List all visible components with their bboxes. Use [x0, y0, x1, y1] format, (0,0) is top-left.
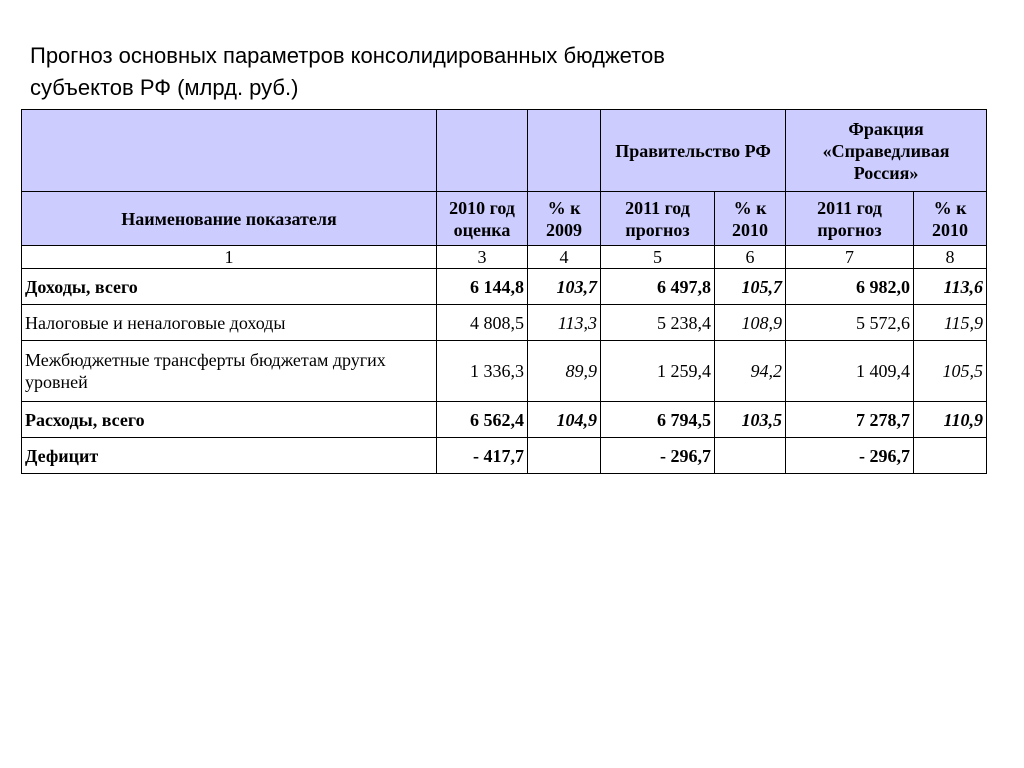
percent-cell: 113,3 [528, 305, 601, 341]
title-line-2: субъектов РФ (млрд. руб.) [30, 75, 299, 100]
value-cell: 6 982,0 [786, 269, 914, 305]
column-index: 6 [715, 246, 786, 269]
column-index: 5 [601, 246, 715, 269]
column-header-pct2009: % к 2009 [528, 192, 601, 246]
column-index: 7 [786, 246, 914, 269]
table-row [22, 402, 987, 438]
group-header-row [22, 110, 987, 192]
column-index: 4 [528, 246, 601, 269]
government-group-header: Правительство РФ [601, 110, 786, 192]
empty-header-cell [528, 110, 601, 192]
value-cell: 6 144,8 [437, 269, 528, 305]
percent-cell: 105,7 [715, 269, 786, 305]
budget-table [21, 109, 987, 474]
percent-cell: 110,9 [914, 402, 987, 438]
percent-cell [715, 438, 786, 474]
table-row [22, 341, 987, 402]
value-cell: 6 497,8 [601, 269, 715, 305]
row-label: Налоговые и неналоговые доходы [22, 305, 437, 341]
value-cell: 1 259,4 [601, 341, 715, 402]
row-label: Дефицит [22, 438, 437, 474]
column-header-gov2011: 2011 год прогноз [601, 192, 715, 246]
faction-group-header: Фракция «Справедливая Россия» [786, 110, 987, 192]
page-title [30, 40, 930, 104]
table-row [22, 269, 987, 305]
column-index: 3 [437, 246, 528, 269]
percent-cell: 103,7 [528, 269, 601, 305]
table-row [22, 305, 987, 341]
column-header-est2010: 2010 год оценка [437, 192, 528, 246]
row-label: Расходы, всего [22, 402, 437, 438]
value-cell: 6 562,4 [437, 402, 528, 438]
empty-header-cell [22, 110, 437, 192]
percent-cell [914, 438, 987, 474]
empty-header-cell [437, 110, 528, 192]
percent-cell [528, 438, 601, 474]
column-header-gov-pct2010: % к 2010 [715, 192, 786, 246]
value-cell: 7 278,7 [786, 402, 914, 438]
percent-cell: 105,5 [914, 341, 987, 402]
row-label: Межбюджетные трансферты бюджетам других уровней [22, 341, 437, 402]
value-cell: - 296,7 [601, 438, 715, 474]
percent-cell: 89,9 [528, 341, 601, 402]
value-cell: 1 409,4 [786, 341, 914, 402]
column-header-name: Наименование показателя [22, 192, 437, 246]
percent-cell: 104,9 [528, 402, 601, 438]
percent-cell: 103,5 [715, 402, 786, 438]
column-header-row [22, 192, 987, 246]
percent-cell: 113,6 [914, 269, 987, 305]
value-cell: - 296,7 [786, 438, 914, 474]
value-cell: - 417,7 [437, 438, 528, 474]
value-cell: 6 794,5 [601, 402, 715, 438]
percent-cell: 108,9 [715, 305, 786, 341]
column-index-row [22, 246, 987, 269]
value-cell: 5 238,4 [601, 305, 715, 341]
value-cell: 1 336,3 [437, 341, 528, 402]
column-index: 1 [22, 246, 437, 269]
row-label: Доходы, всего [22, 269, 437, 305]
column-header-fac2011: 2011 год прогноз [786, 192, 914, 246]
percent-cell: 115,9 [914, 305, 987, 341]
table-row [22, 438, 987, 474]
column-header-fac-pct2010: % к 2010 [914, 192, 987, 246]
column-index: 8 [914, 246, 987, 269]
title-line-1: Прогноз основных параметров консолидированных бюджетов [30, 43, 665, 68]
value-cell: 5 572,6 [786, 305, 914, 341]
percent-cell: 94,2 [715, 341, 786, 402]
value-cell: 4 808,5 [437, 305, 528, 341]
